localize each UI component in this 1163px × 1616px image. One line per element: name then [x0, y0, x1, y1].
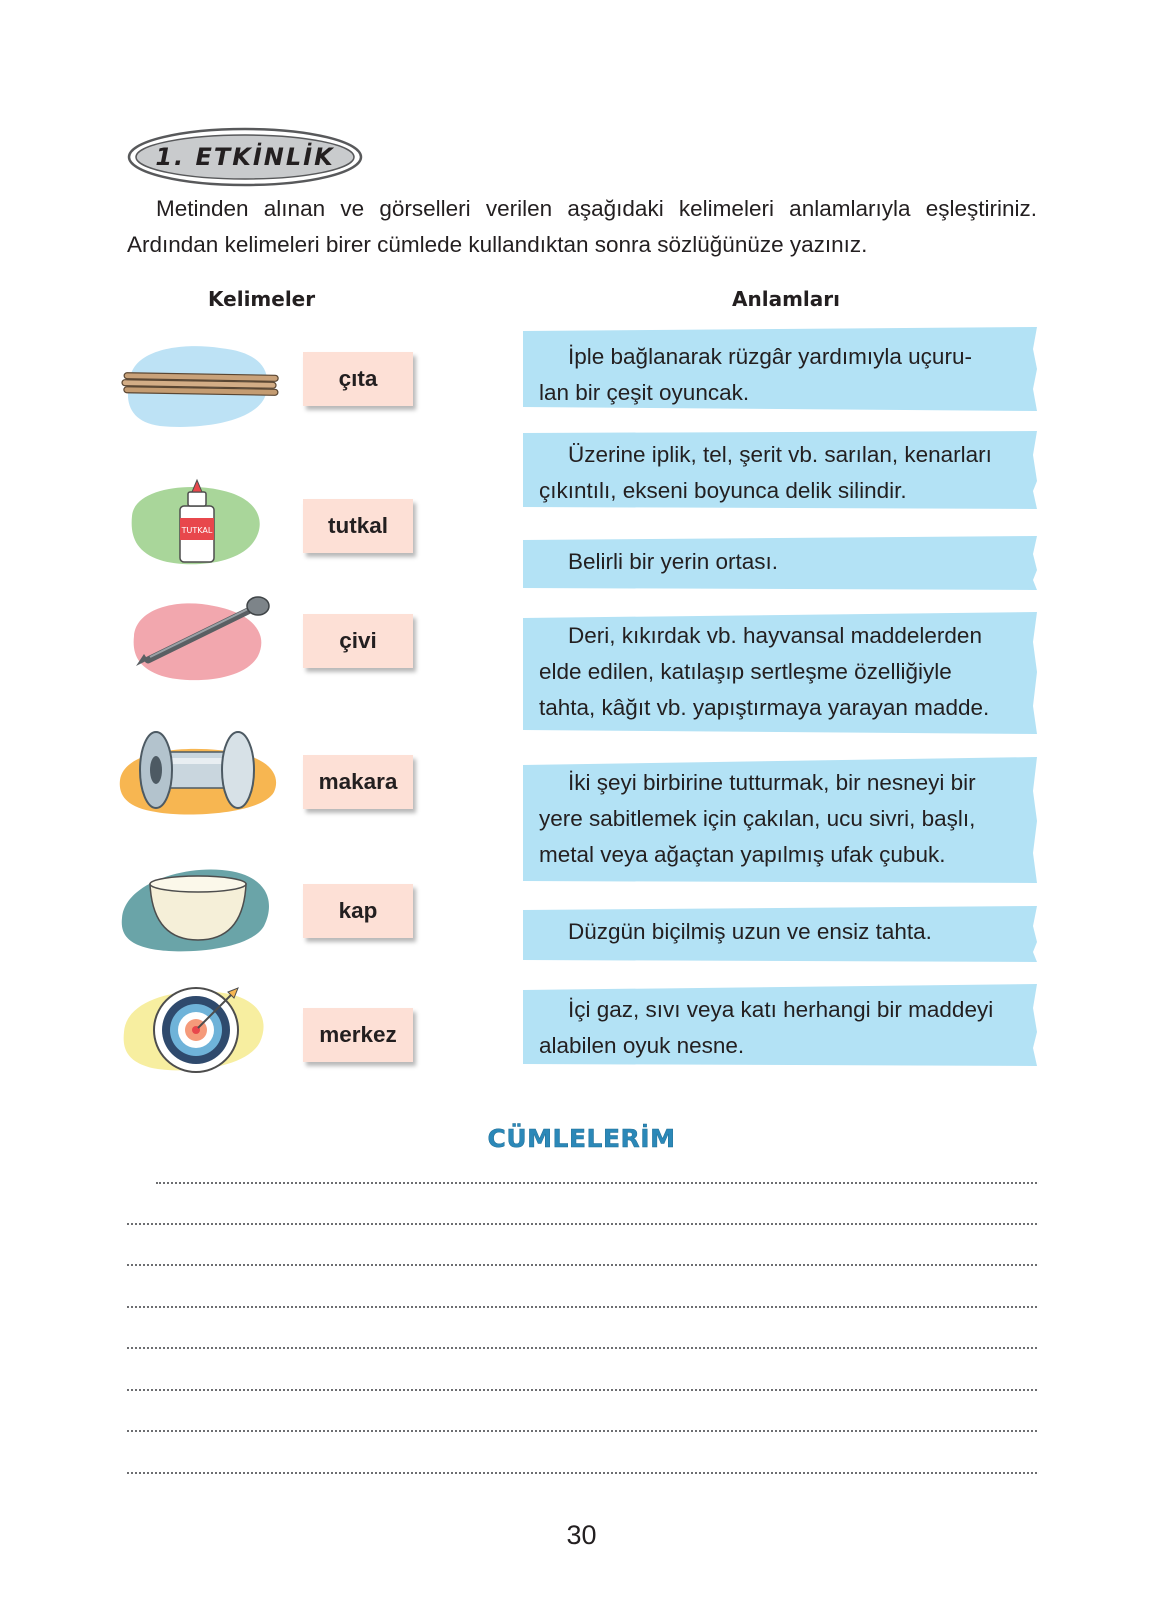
meaning-text [523, 536, 1037, 592]
meaning-line: Üzerine iplik, tel, şerit vb. sarılan, kenarları [568, 442, 992, 467]
words-column-header: Kelimeler [208, 287, 316, 311]
writing-line[interactable] [127, 1264, 1037, 1266]
activity-badge [127, 127, 363, 187]
word-card-makara[interactable]: makara [303, 755, 413, 809]
word-image-tutkal [124, 478, 268, 570]
activity-title: 1. ETKİNLİK [155, 143, 335, 171]
writing-line[interactable] [127, 1472, 1037, 1474]
wooden-sticks-icon [120, 340, 280, 436]
writing-line[interactable] [156, 1182, 1037, 1184]
svg-text:TUTKAL: TUTKAL [181, 526, 213, 535]
meaning-text [523, 431, 1037, 521]
meaning-text [523, 757, 1037, 885]
spool-icon [118, 722, 282, 822]
meaning-line: Belirli bir yerin ortası. [568, 549, 779, 574]
instructions-text: Metinden alınan ve görselleri verilen aşağıdaki kelimeleri anlamlarıyla eşleştiriniz. Ardından kelimeleri birer cümlede kullandıktan sonra sözlüğünüze yazınız. [127, 196, 1037, 257]
word-card-civi[interactable]: çivi [303, 614, 413, 668]
meaning-line: Düzgün biçilmiş uzun ve ensiz tahta. [568, 919, 932, 944]
word-image-civi [128, 592, 278, 688]
meaning-text [523, 906, 1037, 962]
word-image-merkez [120, 982, 268, 1074]
instructions [127, 191, 1037, 263]
meaning-line: elde edilen, katılaşıp sertleşme özelliğiyle [539, 659, 952, 684]
writing-line[interactable] [127, 1430, 1037, 1432]
meanings-column-header: Anlamları [732, 287, 840, 311]
meaning-box[interactable] [523, 984, 1037, 1076]
meaning-line: tahta, kâğıt vb. yapıştırmaya yarayan madde. [539, 695, 990, 720]
target-icon [120, 982, 268, 1074]
writing-line[interactable] [127, 1347, 1037, 1349]
section-title: CÜMLELERİM [487, 1124, 676, 1153]
word-image-makara [118, 722, 282, 822]
writing-line[interactable] [127, 1389, 1037, 1391]
meaning-line: İple bağlanarak rüzgâr yardımıyla uçuru- [568, 344, 972, 369]
meaning-text [523, 984, 1037, 1076]
glue-bottle-icon [124, 478, 268, 570]
word-image-kap [118, 862, 274, 956]
word-image-cita [120, 340, 280, 436]
meaning-line: İki şeyi birbirine tutturmak, bir nesneyi bir [568, 770, 976, 795]
meaning-box[interactable] [523, 327, 1037, 423]
meaning-box[interactable] [523, 431, 1037, 521]
meaning-text [523, 612, 1037, 738]
meaning-box[interactable] [523, 906, 1037, 962]
word-card-cita[interactable]: çıta [303, 352, 413, 406]
meaning-line: alabilen oyuk nesne. [539, 1033, 745, 1058]
meaning-line: yere sabitlemek için çakılan, ucu sivri, başlı, [539, 806, 976, 831]
bowl-icon [118, 862, 274, 956]
writing-line[interactable] [127, 1223, 1037, 1225]
word-card-tutkal[interactable]: tutkal [303, 499, 413, 553]
meaning-box[interactable] [523, 536, 1037, 592]
meaning-box[interactable] [523, 612, 1037, 738]
nail-icon [128, 592, 278, 688]
writing-line[interactable] [127, 1306, 1037, 1308]
meaning-box[interactable] [523, 757, 1037, 885]
word-card-kap[interactable]: kap [303, 884, 413, 938]
meaning-line: Deri, kıkırdak vb. hayvansal maddelerden [568, 623, 982, 648]
meaning-line: lan bir çeşit oyuncak. [539, 380, 750, 405]
meaning-line: çıkıntılı, ekseni boyunca delik silindir. [539, 478, 907, 503]
word-card-merkez[interactable]: merkez [303, 1008, 413, 1062]
meaning-line: İçi gaz, sıvı veya katı herhangi bir maddeyi [568, 997, 994, 1022]
page-number: 30 [566, 1520, 597, 1550]
meaning-line: metal veya ağaçtan yapılmış ufak çubuk. [539, 842, 946, 867]
meaning-text [523, 327, 1037, 423]
